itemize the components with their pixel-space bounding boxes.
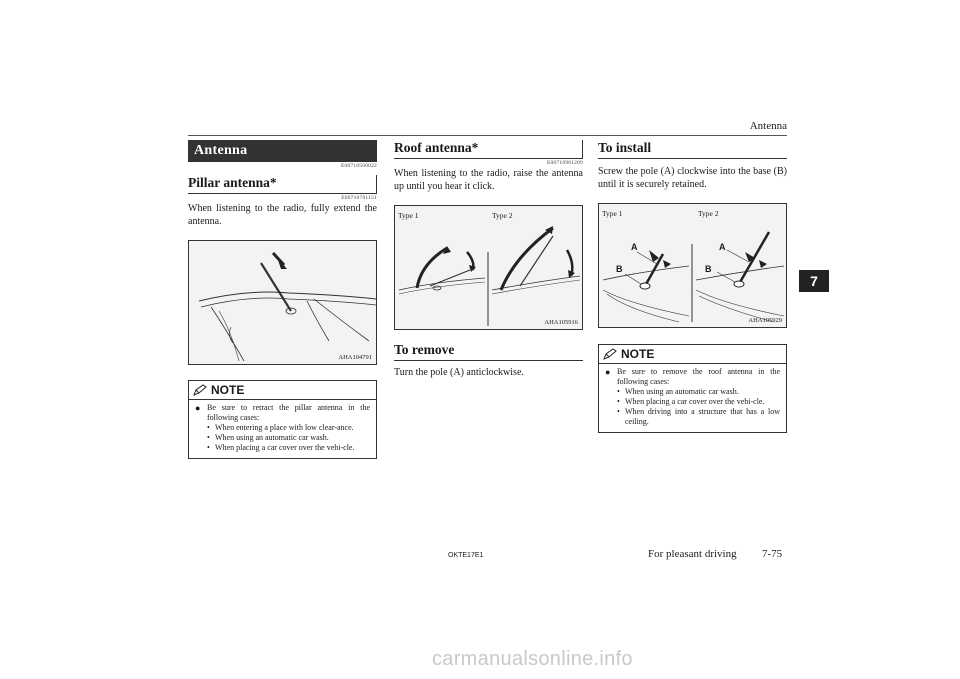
note-heading: NOTE [211,383,245,397]
remove-paragraph: Turn the pole (A) anticlockwise. [394,367,524,378]
note-heading: NOTE [621,347,655,361]
note-box-pillar [188,380,377,459]
sub-title-remove: To remove [394,342,583,361]
running-header: Antenna [749,120,787,132]
figure-pillar-antenna [188,240,377,365]
roof-antenna-illustration [395,206,582,329]
watermark: carmanualsonline.info [432,648,633,670]
bar-code: E00710500022 [340,163,377,169]
note-bullet: • When using an automatic car wash. [207,433,329,442]
column-pillar-antenna [188,140,377,459]
install-paragraph: Screw the pole (A) clockwise into the base (B) until it is securely retained. [598,166,787,190]
figure-code-pillar: AHA104791 [338,354,372,361]
figure-label-type1: Type 1 [398,211,419,220]
figure-label-type2: Type 2 [698,209,719,218]
label-b-type2: B [705,264,712,274]
figure-code-install: AHA105929 [748,317,782,324]
note-bullet: • When placing a car cover over the vehi-cle. [617,397,765,406]
note-item: ● Be sure to retract the pillar antenna in the following cases: [195,403,370,422]
figure-install [598,203,787,328]
header-rule [188,135,787,136]
section-code-pillar: E00710701151 [341,195,377,201]
bullet-icon: ● [195,403,201,413]
note-bullet: • When driving into a structure that has a low ceiling. [617,407,780,426]
label-b-type1: B [616,264,623,274]
roof-paragraph: When listening to the radio, raise the antenna up until you hear it click. [394,168,583,192]
section-title-pillar: Pillar antenna* [188,175,377,194]
label-a-type1: A [631,242,638,252]
footer-chapter-title: For pleasant driving [648,548,737,560]
footer-code: OKTE17E1 [448,552,484,559]
note-box-roof [598,344,787,433]
page-number: 7-75 [762,548,783,560]
label-a-type2: A [719,242,726,252]
figure-label-type2: Type 2 [492,211,513,220]
pillar-antenna-illustration [189,241,376,364]
section-title-roof: Roof antenna* [394,140,583,159]
note-pencil-icon [603,348,617,360]
column-roof-antenna [394,140,583,380]
note-item: ● Be sure to remove the roof antenna in the following cases: [605,367,780,386]
install-illustration [599,204,786,327]
section-code-roof: E00710901209 [546,160,583,166]
chapter-bar-title: Antenna [188,140,377,162]
note-bullet: • When placing a car cover over the vehi-cle. [207,443,355,452]
pillar-paragraph: When listening to the radio, fully extend the antenna. [188,203,377,227]
note-pencil-icon [193,384,207,396]
chapter-tab: 7 [799,270,829,292]
bullet-icon: ● [605,367,611,377]
figure-label-type1: Type 1 [602,209,623,218]
note-header [189,383,376,400]
column-install [598,140,787,433]
figure-roof-antenna [394,205,583,330]
figure-code-roof: AHA105916 [544,319,578,326]
section-title-install: To install [598,140,787,159]
note-bullet: • When using an automatic car wash. [617,387,739,396]
note-header [599,347,786,364]
note-bullet: • When entering a place with low clear-ance. [207,423,354,432]
